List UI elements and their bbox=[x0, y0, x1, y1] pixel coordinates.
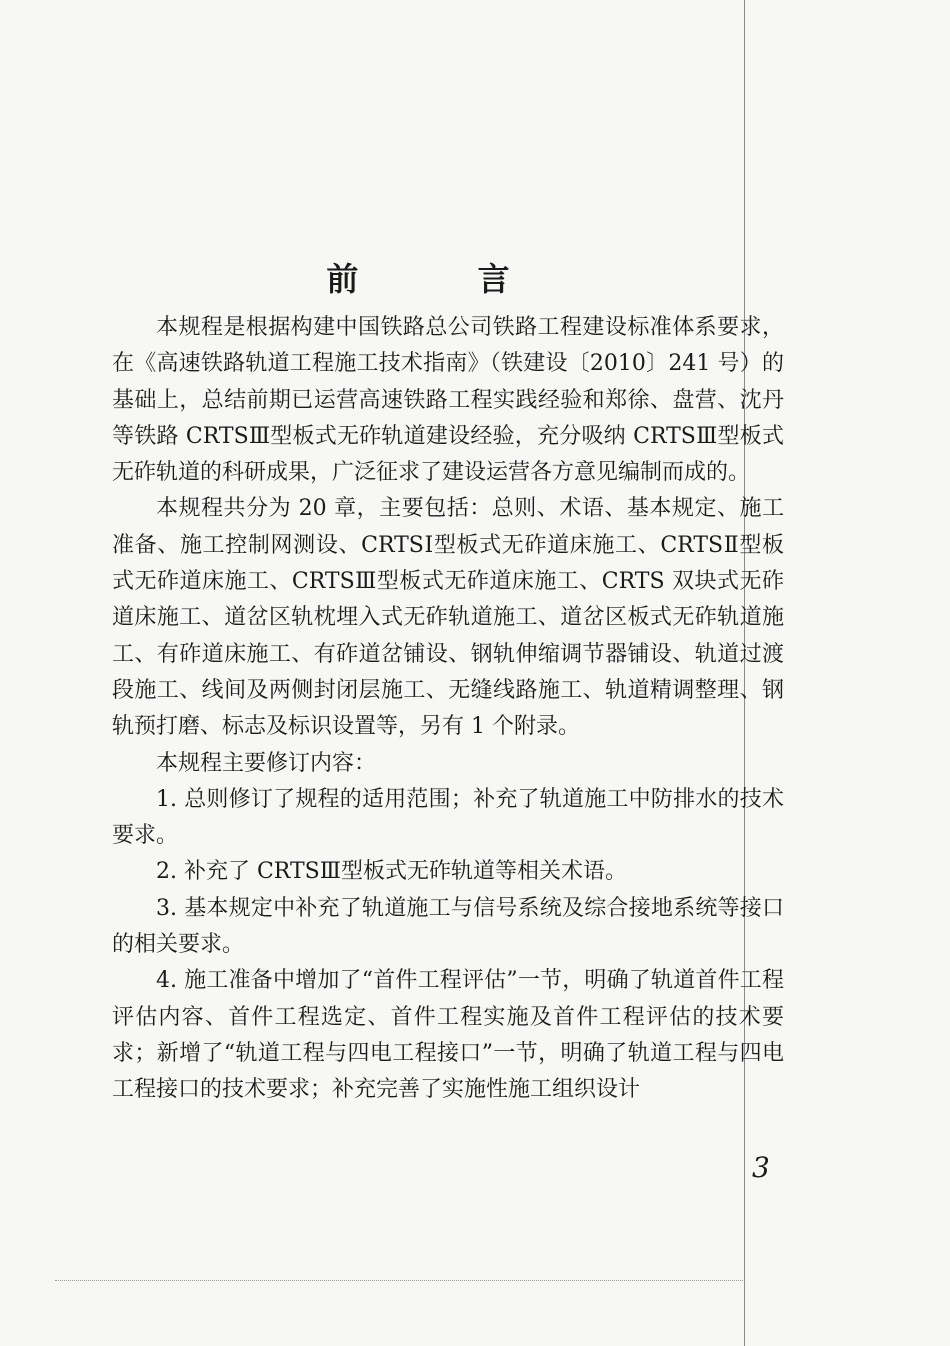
paragraph-basis: 本规程是根据构建中国铁路总公司铁路工程建设标准体系要求，在《高速铁路轨道工程施工技术指南》（铁建设〔2010〕241 号）的基础上，总结前期已运营高速铁路工程实践经验和郑徐、盘营、沈丹等铁路 CRTSⅢ型板式无砟轨道建设经验，充分吸纳 CRTSⅢ型板式无砟轨道的科研成果，广泛征求了建设运营各方意见编制而成的。 bbox=[112, 315, 784, 486]
paragraph-revision-4: 4. 施工准备中增加了“首件工程评估”一节，明确了轨道首件工程评估内容、首件工程选定、首件工程实施及首件工程评估的技术要求；新增了“轨道工程与四电工程接口”一节，明确了轨道工程与四电工程接口的技术要求；补充完善了实施性施工组织设计 bbox=[112, 968, 784, 1103]
paragraph-revision-1: 1. 总则修订了规程的适用范围；补充了轨道施工中防排水的技术要求。 bbox=[112, 786, 784, 849]
paragraph-revision-3: 3. 基本规定中补充了轨道施工与信号系统及综合接地系统等接口的相关要求。 bbox=[112, 895, 784, 958]
paragraph-revisions-intro: 本规程主要修订内容： bbox=[156, 750, 377, 776]
page-number: 3 bbox=[752, 1151, 770, 1184]
paragraph-contents: 本规程共分为 20 章，主要包括：总则、术语、基本规定、施工准备、施工控制网测设、CRTSⅠ型板式无砟道床施工、CRTSⅡ型板式无砟道床施工、CRTSⅢ型板式无砟道床施工、CRTS 双块式无砟道床施工、道岔区轨枕埋入式无砟轨道施工、道岔区板式无砟轨道施工、有砟道床施工、有砟道岔铺设、钢轨伸缩调节器铺设、轨道过渡段施工、线间及两侧封闭层施工、无缝线路施工、轨道精调整理、钢轨预打磨、标志及标识设置等，另有 1 个附录。 bbox=[112, 496, 784, 740]
preface-body bbox=[112, 310, 784, 1109]
paragraph-revision-2: 2. 补充了 CRTSⅢ型板式无砟轨道等相关术语。 bbox=[156, 859, 627, 885]
page-title: 前 言 bbox=[326, 260, 564, 299]
bottom-dotted-rule bbox=[55, 1280, 745, 1281]
